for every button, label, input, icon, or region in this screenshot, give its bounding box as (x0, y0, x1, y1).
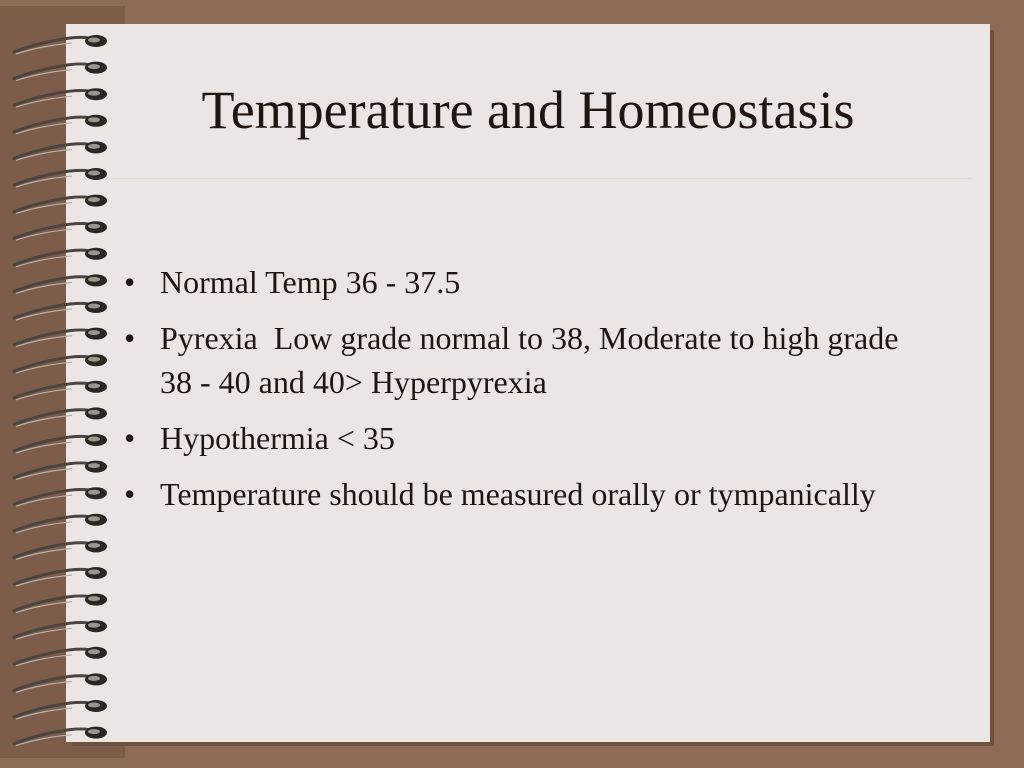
bullet-dot: • (124, 320, 136, 356)
ring-shine (88, 224, 100, 229)
ring-shine (88, 516, 100, 521)
bullet-text: Normal Temp 36 - 37.5 (160, 264, 461, 300)
ring-shine (88, 64, 100, 69)
ring-shine (88, 463, 100, 468)
ring-shine (88, 330, 100, 335)
bullet-list (120, 260, 930, 528)
ring-shine (88, 596, 100, 601)
ring-shine (88, 197, 100, 202)
ring-shine (88, 357, 100, 362)
bullet-item (120, 472, 930, 516)
ring-shine (88, 38, 100, 43)
ring-shine (88, 383, 100, 388)
title-divider (112, 178, 972, 179)
ring-shine (88, 490, 100, 495)
bullet-text: Temperature should be measured orally or tympanically (160, 476, 876, 512)
ring-shine (88, 623, 100, 628)
bullet-text: Pyrexia Low grade normal to 38, Moderate to high grade 38 - 40 and 40> Hyperpyrexia (160, 320, 899, 400)
ring-shine (88, 703, 100, 708)
bullet-item (120, 316, 930, 404)
ring-shine (88, 171, 100, 176)
ring-shine (88, 304, 100, 309)
bullet-item (120, 260, 930, 304)
bullet-dot: • (124, 420, 136, 456)
ring-shine (88, 250, 100, 255)
bullet-item (120, 416, 930, 460)
bullet-text: Hypothermia < 35 (160, 420, 395, 456)
ring-shine (88, 649, 100, 654)
bullet-dot: • (124, 476, 136, 512)
ring-shine (88, 729, 100, 734)
bullet-dot: • (124, 264, 136, 300)
ring-shine (88, 543, 100, 548)
ring-shine (88, 277, 100, 282)
slide-title: Temperature and Homeostasis (201, 80, 855, 140)
ring-shine (88, 410, 100, 415)
ring-shine (88, 676, 100, 681)
ring-shine (88, 570, 100, 575)
ring-shine (88, 437, 100, 442)
